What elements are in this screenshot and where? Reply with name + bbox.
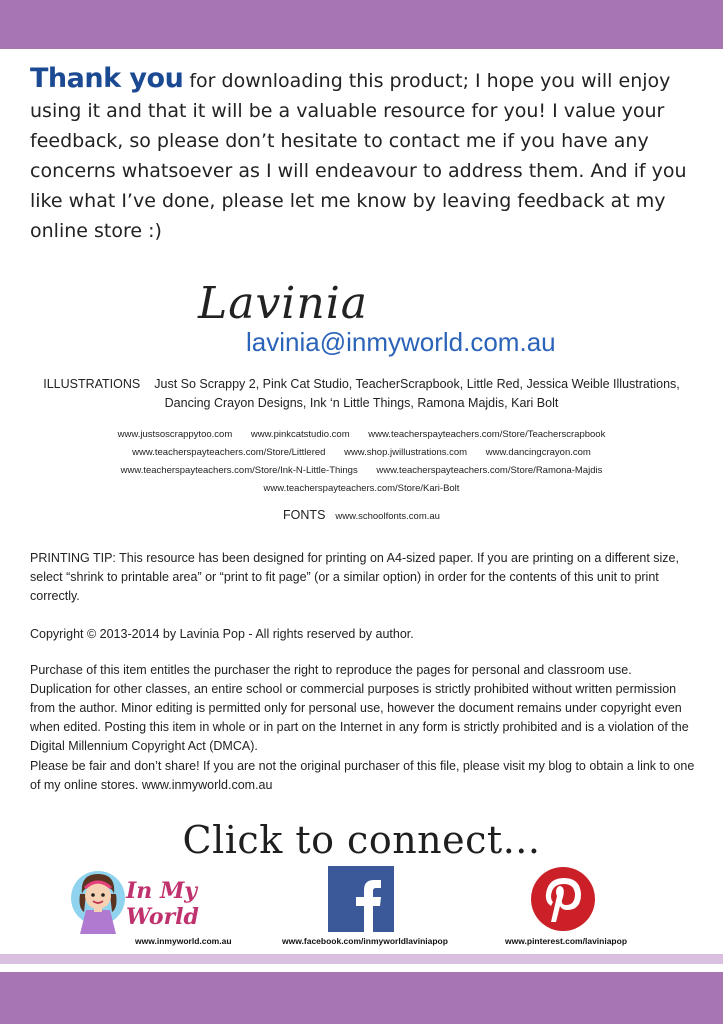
email-link[interactable]: lavinia@inmyworld.com.au bbox=[246, 327, 556, 357]
illustrations-credits bbox=[40, 375, 683, 413]
facebook-icon bbox=[328, 866, 394, 932]
copyright-notice: Copyright © 2013-2014 by Lavinia Pop - All rights reserved by author. bbox=[30, 627, 414, 641]
credit-sites-row bbox=[40, 480, 683, 498]
credit-site-link[interactable]: www.teacherspayteachers.com/Store/Kari-Bolt bbox=[263, 483, 460, 494]
facebook-url[interactable]: www.facebook.com/inmyworldlaviniapop bbox=[282, 936, 448, 946]
credit-site-link[interactable]: www.teacherspayteachers.com/Store/Ramona-Majdis bbox=[376, 465, 603, 476]
credit-sites-row bbox=[40, 444, 683, 462]
terms-of-use: Purchase of this item entitles the purchaser the right to reproduce the pages for personal and classroom use. Duplication for other classes, an entire school or commercial purposes is strictly prohibited without written permission from the author. Minor editing is permitted only for personal use, however the document remains under copyright even when edited. Posting this item in whole or in part on the Internet in any form is strictly prohibited and is a violation of the Digital Millennium Copyright Act (DMCA). bbox=[30, 663, 689, 753]
bottom-light-band bbox=[0, 954, 723, 964]
top-band bbox=[0, 0, 723, 49]
fonts-credit bbox=[40, 508, 683, 522]
credit-site-link[interactable]: www.dancingcrayon.com bbox=[485, 447, 591, 458]
credit-site-link[interactable]: www.shop.jwillustrations.com bbox=[344, 447, 468, 458]
printing-tip: PRINTING TIP: This resource has been designed for printing on A4-sized paper. If you are printing on a different size, select “shrink to printable area” or “print to fit page” (or a similar option) in order for the contents of this unit to print correctly. bbox=[30, 551, 679, 603]
credit-site-link[interactable]: www.justsoscrappytoo.com bbox=[117, 429, 233, 440]
fonts-link[interactable]: www.schoolfonts.com.au bbox=[335, 511, 440, 522]
credit-sites bbox=[40, 426, 683, 498]
illustrations-text: Just So Scrappy 2, Pink Cat Studio, TeacherScrapbook, Little Red, Jessica Weible Illustrations, Dancing Crayon Designs, Ink ‘n Little Things, Ramona Majdis, Kari Bolt bbox=[154, 377, 680, 410]
in-my-world-logo-text: In My World bbox=[126, 878, 199, 930]
credit-site-link[interactable]: www.teacherspayteachers.com/Store/Ink-N-Little-Things bbox=[120, 465, 358, 476]
credit-site-link[interactable]: www.teacherspayteachers.com/Store/Teacherscrapbook bbox=[368, 429, 606, 440]
credit-site-link[interactable]: www.pinkcatstudio.com bbox=[250, 429, 350, 440]
credit-site-link[interactable]: www.teacherspayteachers.com/Store/Littlered bbox=[132, 447, 326, 458]
inmyworld-url[interactable]: www.inmyworld.com.au bbox=[135, 936, 232, 946]
intro-paragraph bbox=[30, 64, 700, 246]
share-note: Please be fair and don’t share! If you are not the original purchaser of this file, please visit my blog to obtain a link to one of my online stores. www.inmyworld.com.au bbox=[30, 759, 695, 792]
fonts-label: FONTS bbox=[283, 508, 326, 522]
girl-illustration-icon bbox=[68, 864, 128, 936]
signature: Lavinia bbox=[198, 278, 369, 329]
in-my-world-logo[interactable] bbox=[68, 864, 248, 936]
pinterest-button[interactable] bbox=[530, 866, 596, 932]
pinterest-icon bbox=[530, 866, 596, 932]
pinterest-url[interactable]: www.pinterest.com/laviniapop bbox=[505, 936, 628, 946]
thank-you-heading: Thank you bbox=[30, 63, 184, 94]
illustrations-label: ILLUSTRATIONS bbox=[43, 377, 141, 391]
facebook-button[interactable] bbox=[328, 866, 394, 932]
bottom-band bbox=[0, 972, 723, 1024]
credit-sites-row bbox=[40, 462, 683, 480]
click-to-connect-heading: Click to connect... bbox=[182, 818, 541, 862]
intro-text: for downloading this product; I hope you will enjoy using it and that it will be a valuable resource for you! I value your feedback, so please don’t hesitate to contact me if you have any concerns whatsoever as I will endeavour to address them. And if you like what I’ve done, please let me know by leaving feedback at my online store :) bbox=[30, 70, 687, 242]
credit-sites-row bbox=[40, 426, 683, 444]
